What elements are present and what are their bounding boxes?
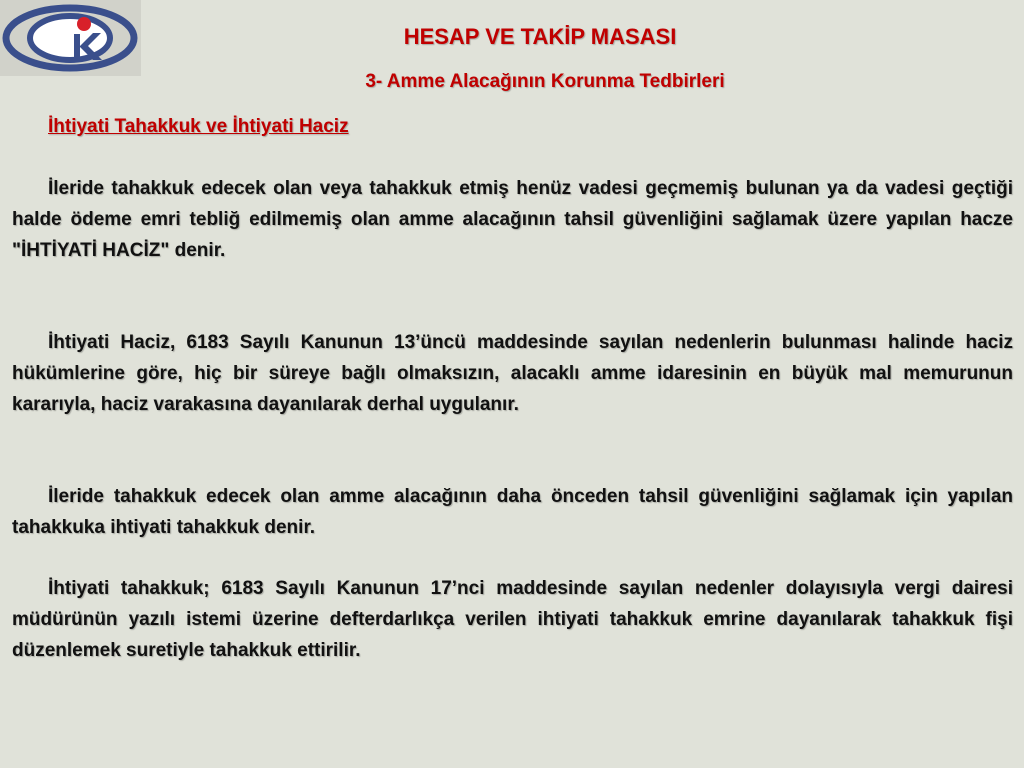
organization-logo-icon xyxy=(0,0,141,76)
organization-logo xyxy=(0,0,141,76)
paragraph-ihtiyati-tahakkuk-procedure: İhtiyati tahakkuk; 6183 Sayılı Kanunun 17’nci maddesinde sayılan nedenler dolayısıyla vergi dairesi müdürünün yazılı istemi üzerine defterdarlıkça verilen ihtiyati tahakkuk emrine dayanılarak tahakkuk fişi düzenlemek suretiyle tahakkuk ettirilir. xyxy=(12,578,1013,661)
paragraph-ihtiyati-haciz-application: İhtiyati Haciz, 6183 Sayılı Kanunun 13’üncü maddesinde sayılan nedenlerin bulunması halinde haciz hükümlerine göre, hiç bir süreye bağlı olmaksızın, alacaklı amme idaresinin en büyük mal memurunun kararıyla, haciz varakasına dayanılarak derhal uygulanır. xyxy=(12,332,1013,415)
paragraph-ihtiyati-haciz-definition: İleride tahakkuk edecek olan veya tahakkuk etmiş henüz vadesi geçmemiş bulunan ya da vadesi geçtiği halde ödeme emri tebliğ edilmemiş olan amme alacağının tahsil güvenliğini sağlamak üzere yapılan hacze "İHTİYATİ HACİZ" denir. xyxy=(12,178,1013,261)
page-subtitle: 3- Amme Alacağının Korunma Tedbirleri xyxy=(365,71,725,92)
section-heading: İhtiyati Tahakkuk ve İhtiyati Haciz xyxy=(48,116,349,137)
page-title: HESAP VE TAKİP MASASI xyxy=(403,24,677,49)
paragraph-ihtiyati-tahakkuk-definition: İleride tahakkuk edecek olan amme alacağının daha önceden tahsil güvenliğini sağlamak için yapılan tahakkuka ihtiyati tahakkuk denir. xyxy=(12,486,1013,538)
